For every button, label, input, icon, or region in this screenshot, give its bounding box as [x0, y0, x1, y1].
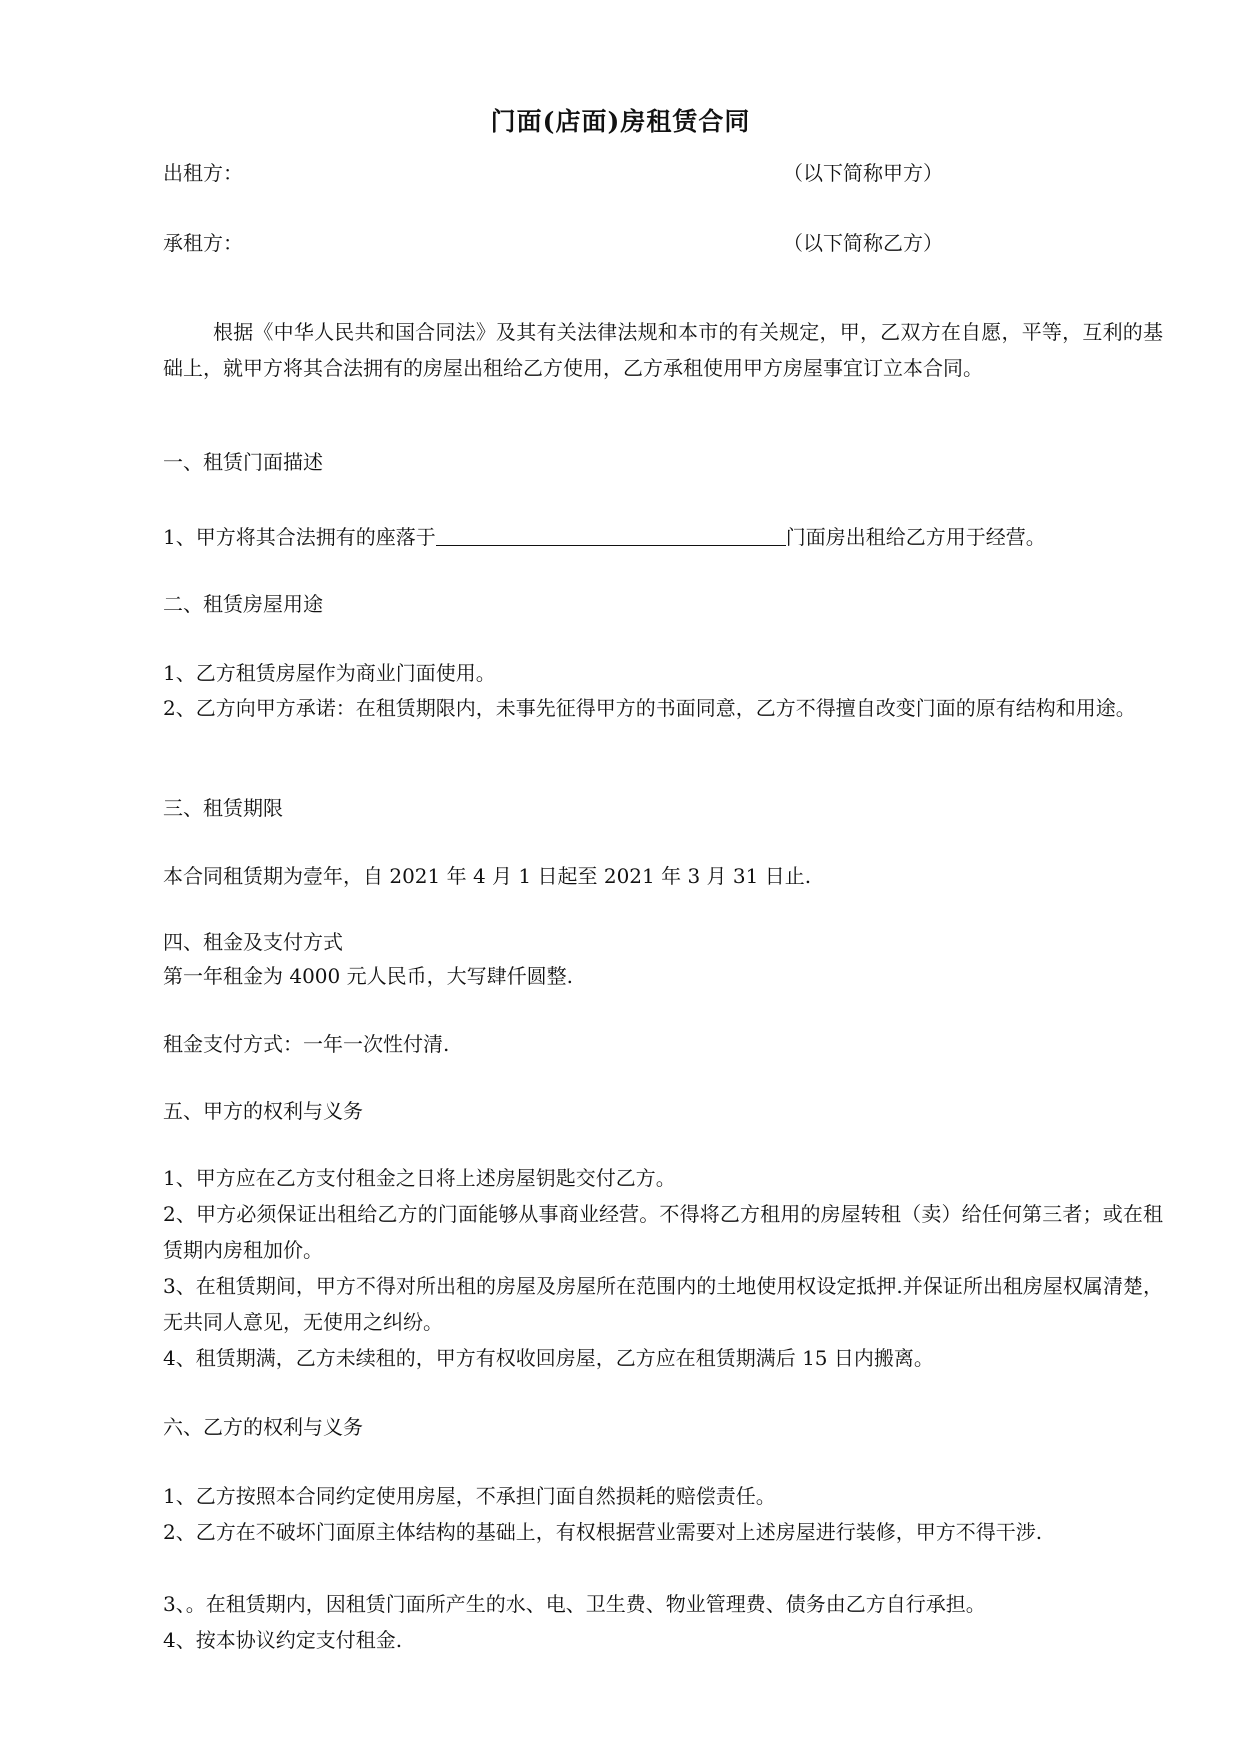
lessor-note: （以下简称甲方） [783, 161, 943, 185]
section1-item1-before: 1、甲方将其合法拥有的座落于 [163, 525, 436, 549]
section2-item2: 2、乙方向甲方承诺：在租赁期限内，未事先征得甲方的书面同意，乙方不得擅自改变门面的原有结构和用途。 [163, 696, 1136, 720]
lessee-note: （以下简称乙方） [783, 231, 943, 255]
lessee-label: 承租方： [163, 231, 243, 255]
section4-text1: 第一年租金为 4000 元人民币，大写肆仟圆整. [163, 964, 573, 988]
location-blank [436, 523, 786, 546]
section5-item2: 2、甲方必须保证出租给乙方的门面能够从事商业经营。不得将乙方租用的房屋转租（卖）给任何第三者；或在租赁期内房租加价。 [163, 1202, 1163, 1262]
section3-text: 本合同租赁期为壹年，自 2021 年 4 月 1 日起至 2021 年 3 月 31 日止. [163, 864, 812, 888]
section6-item1: 1、乙方按照本合同约定使用房屋，不承担门面自然损耗的赔偿责任。 [163, 1484, 776, 1508]
section5-item4: 4、租赁期满，乙方未续租的，甲方有权收回房屋，乙方应在租赁期满后 15 日内搬离。 [163, 1346, 934, 1370]
section6-item3: 3、。在租赁期内，因租赁门面所产生的水、电、卫生费、物业管理费、债务由乙方自行承担。 [163, 1592, 986, 1616]
section6-heading: 六、乙方的权利与义务 [163, 1415, 363, 1439]
section6-item2: 2、乙方在不破坏门面原主体结构的基础上，有权根据营业需要对上述房屋进行装修，甲方不得干涉. [163, 1520, 1043, 1544]
section4-heading: 四、租金及支付方式 [163, 930, 343, 954]
preamble-paragraph: 根据《中华人民共和国合同法》及其有关法律法规和本市的有关规定，甲，乙双方在自愿，平等，互利的基础上，就甲方将其合法拥有的房屋出租给乙方使用，乙方承租使用甲方房屋事宜订立本合同。 [163, 320, 1163, 380]
section5-item1: 1、甲方应在乙方支付租金之日将上述房屋钥匙交付乙方。 [163, 1166, 676, 1190]
section4-text2: 租金支付方式：一年一次性付清. [163, 1032, 450, 1056]
section1-heading: 一、租赁门面描述 [163, 450, 323, 474]
section2-heading: 二、租赁房屋用途 [163, 592, 323, 616]
section5-item3: 3、在租赁期间，甲方不得对所出租的房屋及房屋所在范围内的土地使用权设定抵押.并保证所出租房屋权属清楚，无共同人意见，无使用之纠纷。 [163, 1274, 1163, 1334]
section2-item1: 1、乙方租赁房屋作为商业门面使用。 [163, 661, 496, 685]
section5-heading: 五、甲方的权利与义务 [163, 1099, 363, 1123]
document-title: 门面(店面)房租赁合同 [490, 107, 751, 136]
section1-item1-after: 门面房出租给乙方用于经营。 [785, 525, 1046, 549]
section1-item1 [163, 519, 1163, 555]
section3-heading: 三、租赁期限 [163, 796, 283, 820]
lessor-label: 出租方： [163, 161, 243, 185]
section6-item4: 4、按本协议约定支付租金. [163, 1628, 403, 1652]
